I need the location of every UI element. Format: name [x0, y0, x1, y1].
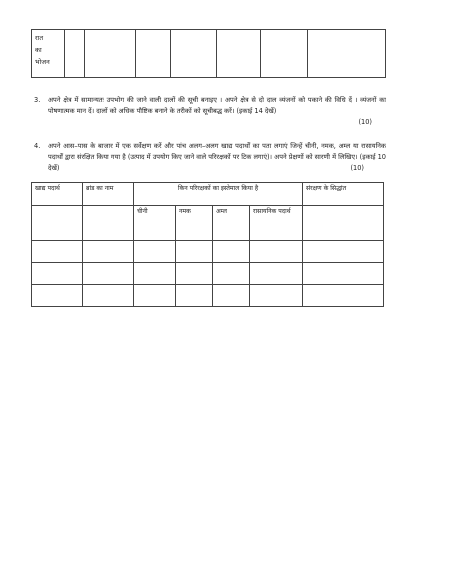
question-4	[34, 141, 386, 181]
survey-table	[31, 182, 384, 307]
table-row	[32, 30, 386, 78]
table-cell[interactable]	[134, 263, 176, 285]
table-cell[interactable]	[134, 285, 176, 307]
table-cell[interactable]	[213, 263, 250, 285]
table-cell	[65, 30, 85, 78]
table-row	[32, 241, 384, 263]
table-cell[interactable]	[213, 285, 250, 307]
header-food-item: खाद्य पदार्थ	[32, 183, 83, 206]
table-cell	[171, 30, 217, 78]
subheader-salt: नमक	[176, 206, 213, 241]
table-header-row	[32, 183, 384, 206]
header-principle: संरक्षण के सिद्धांत	[303, 183, 384, 206]
subheader-sugar: चीनी	[134, 206, 176, 241]
table-cell[interactable]	[83, 285, 134, 307]
table-cell[interactable]	[32, 241, 83, 263]
question-text: अपने क्षेत्र में सामान्यतः उपभोग की जाने वाली दालों की सूची बनाइए । अपने क्षेत्र से दो दाल व्यंजनों को पकाने की विधि दें । व्यंजनों का पोषणात्मक मान दें। दालों को अधिक पौष्टिक बनाने के तरीकों को सूचीबद्ध करें। (इकाई 14 देखें)	[48, 96, 386, 115]
table-cell[interactable]	[250, 285, 303, 307]
subheader-acid: अम्ल	[213, 206, 250, 241]
header-preservatives-used: किन परिरक्षकों का इस्तेमाल किया है	[134, 183, 303, 206]
header-brand-name: ब्रांड का नाम	[83, 183, 134, 206]
meal-table	[31, 29, 386, 78]
meal-label-line: रात	[35, 34, 44, 42]
question-number: 4.	[34, 142, 41, 150]
table-cell[interactable]	[250, 263, 303, 285]
table-cell	[261, 30, 308, 78]
table-cell	[32, 206, 83, 241]
table-cell[interactable]	[32, 263, 83, 285]
table-cell[interactable]	[83, 241, 134, 263]
meal-label-line: का	[35, 46, 42, 54]
table-cell[interactable]	[83, 263, 134, 285]
table-cell[interactable]	[176, 285, 213, 307]
table-cell[interactable]	[176, 241, 213, 263]
table-cell[interactable]	[303, 241, 384, 263]
table-cell[interactable]	[213, 241, 250, 263]
question-number: 3.	[34, 96, 41, 104]
table-cell[interactable]	[176, 263, 213, 285]
table-row	[32, 285, 384, 307]
meal-label-cell	[32, 30, 65, 78]
table-cell	[136, 30, 171, 78]
table-cell[interactable]	[134, 241, 176, 263]
table-subheader-row	[32, 206, 384, 241]
table-cell[interactable]	[303, 285, 384, 307]
table-cell	[83, 206, 134, 241]
table-cell[interactable]	[32, 285, 83, 307]
subheader-chemical: रासायनिक पदार्थ	[250, 206, 303, 241]
question-text: अपने आस–पास के बाजार में एक सर्वेक्षण करें और पांच अलग–अलग खाद्य पदार्थों का पता लगाएं जिन्हें चीनी, नमक, अम्ल या रासायनिक पदार्थों द्वारा संरक्षित किया गया है (उत्पाद में उपयोग किए जाने वाले परिरक्षकों पर टिक लगाएं)। अपने प्रेक्षणों को सारणी में लिखिए। (इकाई 10 देखें)	[48, 142, 386, 172]
meal-label-line: भोजन	[35, 58, 50, 66]
question-marks: (10)	[358, 118, 372, 126]
table-cell	[303, 206, 384, 241]
table-row	[32, 263, 384, 285]
question-3	[34, 95, 386, 135]
table-cell[interactable]	[303, 263, 384, 285]
table-cell	[85, 30, 136, 78]
question-marks: (10)	[350, 164, 364, 172]
table-cell	[217, 30, 261, 78]
table-cell[interactable]	[250, 241, 303, 263]
table-cell	[308, 30, 386, 78]
